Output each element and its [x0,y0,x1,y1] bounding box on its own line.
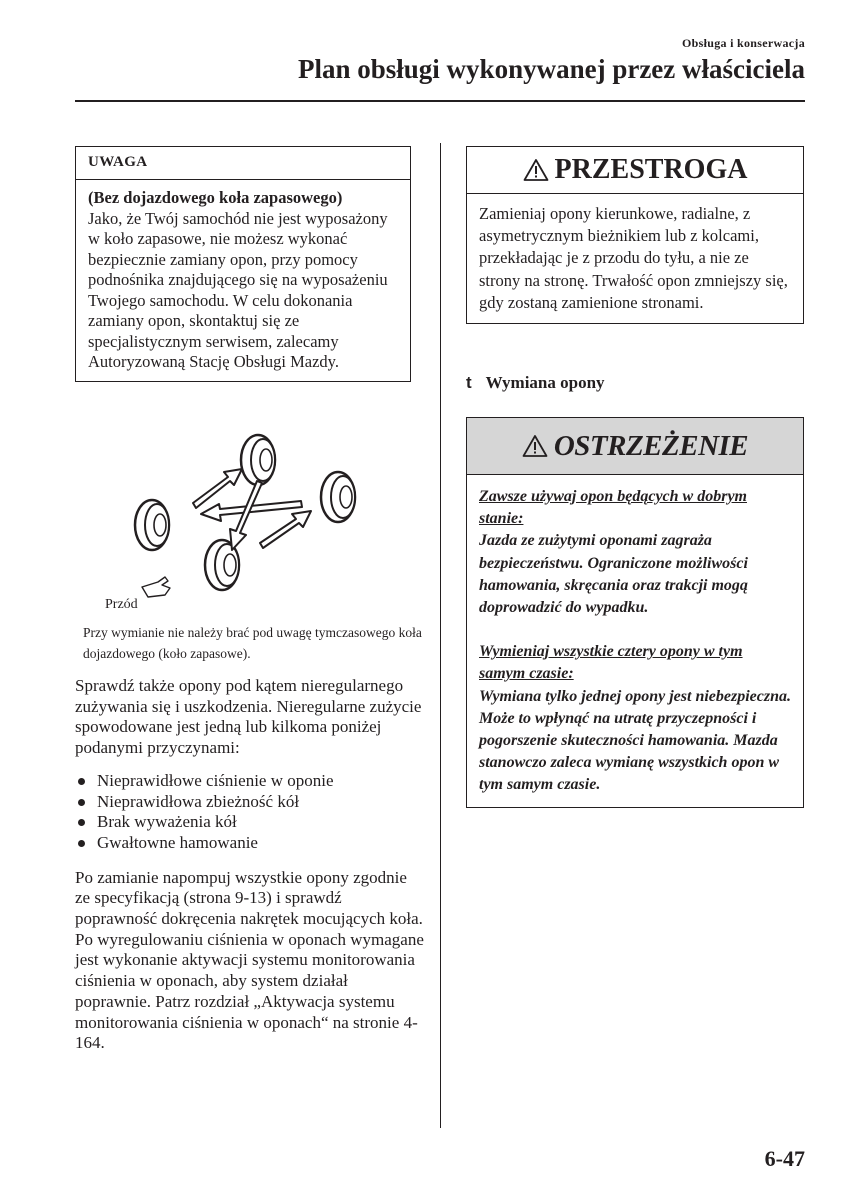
notice-box [75,146,411,382]
list-item: Gwałtowne hamowanie [75,833,425,854]
arrow-front-to-rear-left-icon [193,469,242,508]
caution-text: Zamieniaj opony kierunkowe, radialne, z asymetrycznym bieżnikiem lub z kolcami, przekładając je z przodu do tyłu, a nie ze strony na stronę. Trwałość opon zmniejszy się, gdy zostaną zamienione stronami. [479,204,788,312]
list-item: Brak wyważenia kół [75,812,425,833]
section-subheading [466,373,605,393]
tire-rear-left-icon [241,435,275,485]
caution-box [466,146,804,324]
figure-caption: Przy wymianie nie należy brać pod uwagę tymczasowego koła dojazdowego (koło zapasowe). [83,625,422,661]
notice-text: Jako, że Twój samochód nie jest wyposażony w koło zapasowe, nie możesz wykonać bezpiecznie zamiany opon, przy pomocy podnośnika znajdującego się na wyposażeniu Twojego samochodu. W celu dokonania zamiany opon, skontaktuj się ze specjalistycznym serwisem, zalecamy Autoryzowaną Stację Obsługi Mazdy. [88,208,388,371]
arrow-front-right-to-rear-right-icon [260,511,311,548]
warning-triangle-icon [522,434,548,458]
warning-heading: OSTRZEŻENIE [553,429,749,462]
notice-subheading: (Bez dojazdowego koła zapasowego) [88,188,343,207]
section-label: Obsługa i konserwacja [682,36,805,50]
subheading-text: Wymiana opony [485,373,605,392]
after-rotation-paragraph: Po zamianie napompuj wszystkie opony zgodnie ze specyfikacją (strona 9-13) i sprawdź poprawność dokręcenia nakrętek mocujących koła. [75,867,423,929]
warning-p1-title: Zawsze używaj opon będących w dobrym stanie: [479,488,747,528]
front-label: Przód [105,597,138,612]
pointing-hand-icon [142,577,170,597]
arrow-cross-down-icon [230,481,262,550]
intro-paragraph: Sprawdź także opony pod kątem nieregularnego zużywania się i uszkodzenia. Nieregularne zużycie spowodowane jest jedną lub kilkoma poniżej podanymi przyczynami: [75,676,422,758]
warning-body [467,475,803,807]
notice-heading: UWAGA [76,147,410,180]
warning-p2-title: Wymieniaj wszystkie cztery opony w tym samym czasie: [479,643,743,683]
list-item: Nieprawidłowa zbieżność kół [75,792,425,813]
warning-header [467,418,803,475]
page-number: 6-47 [764,1146,805,1171]
notice-body [76,180,410,381]
header-divider [75,100,805,102]
tire-front-left-icon [135,500,169,550]
tire-rear-right-icon [321,472,355,522]
caution-heading: PRZESTROGA [554,154,748,185]
warning-p1-text: Jazda ze zużytymi oponami zagraża bezpieczeństwu. Ograniczone możliwości hamowania, skręcania oraz trakcji mogą doprowadzić do wypadku. [479,532,748,617]
warning-p2-text: Wymiana tylko jednej opony jest niebezpieczna. Może to wpłynąć na utratę przyczepności i pogorszenie skuteczności hamowania. Mazda stanowczo zaleca wymianę wszystkich opon w tym samym czasie. [479,687,791,794]
subheading-marker: t [466,373,472,392]
page-title: Plan obsługi wykonywanej przez właściciela [298,54,805,84]
caution-header [467,147,803,194]
warning-box [466,417,804,808]
warning-triangle-icon [523,158,549,182]
list-item: Nieprawidłowe ciśnienie w oponie [75,771,425,792]
tire-rotation-diagram [90,425,410,625]
left-body-text [75,676,425,1054]
column-divider [440,143,441,1128]
causes-list [75,771,425,854]
after-pressure-paragraph: Po wyregulowaniu ciśnienia w oponach wymagane jest wykonanie aktywacji systemu monitorowania ciśnienia w oponach, aby system działał poprawnie. Patrz rozdział „Aktywacja systemu monitorowania ciśnienia w oponach“ na stronie 4-164. [75,929,424,1053]
